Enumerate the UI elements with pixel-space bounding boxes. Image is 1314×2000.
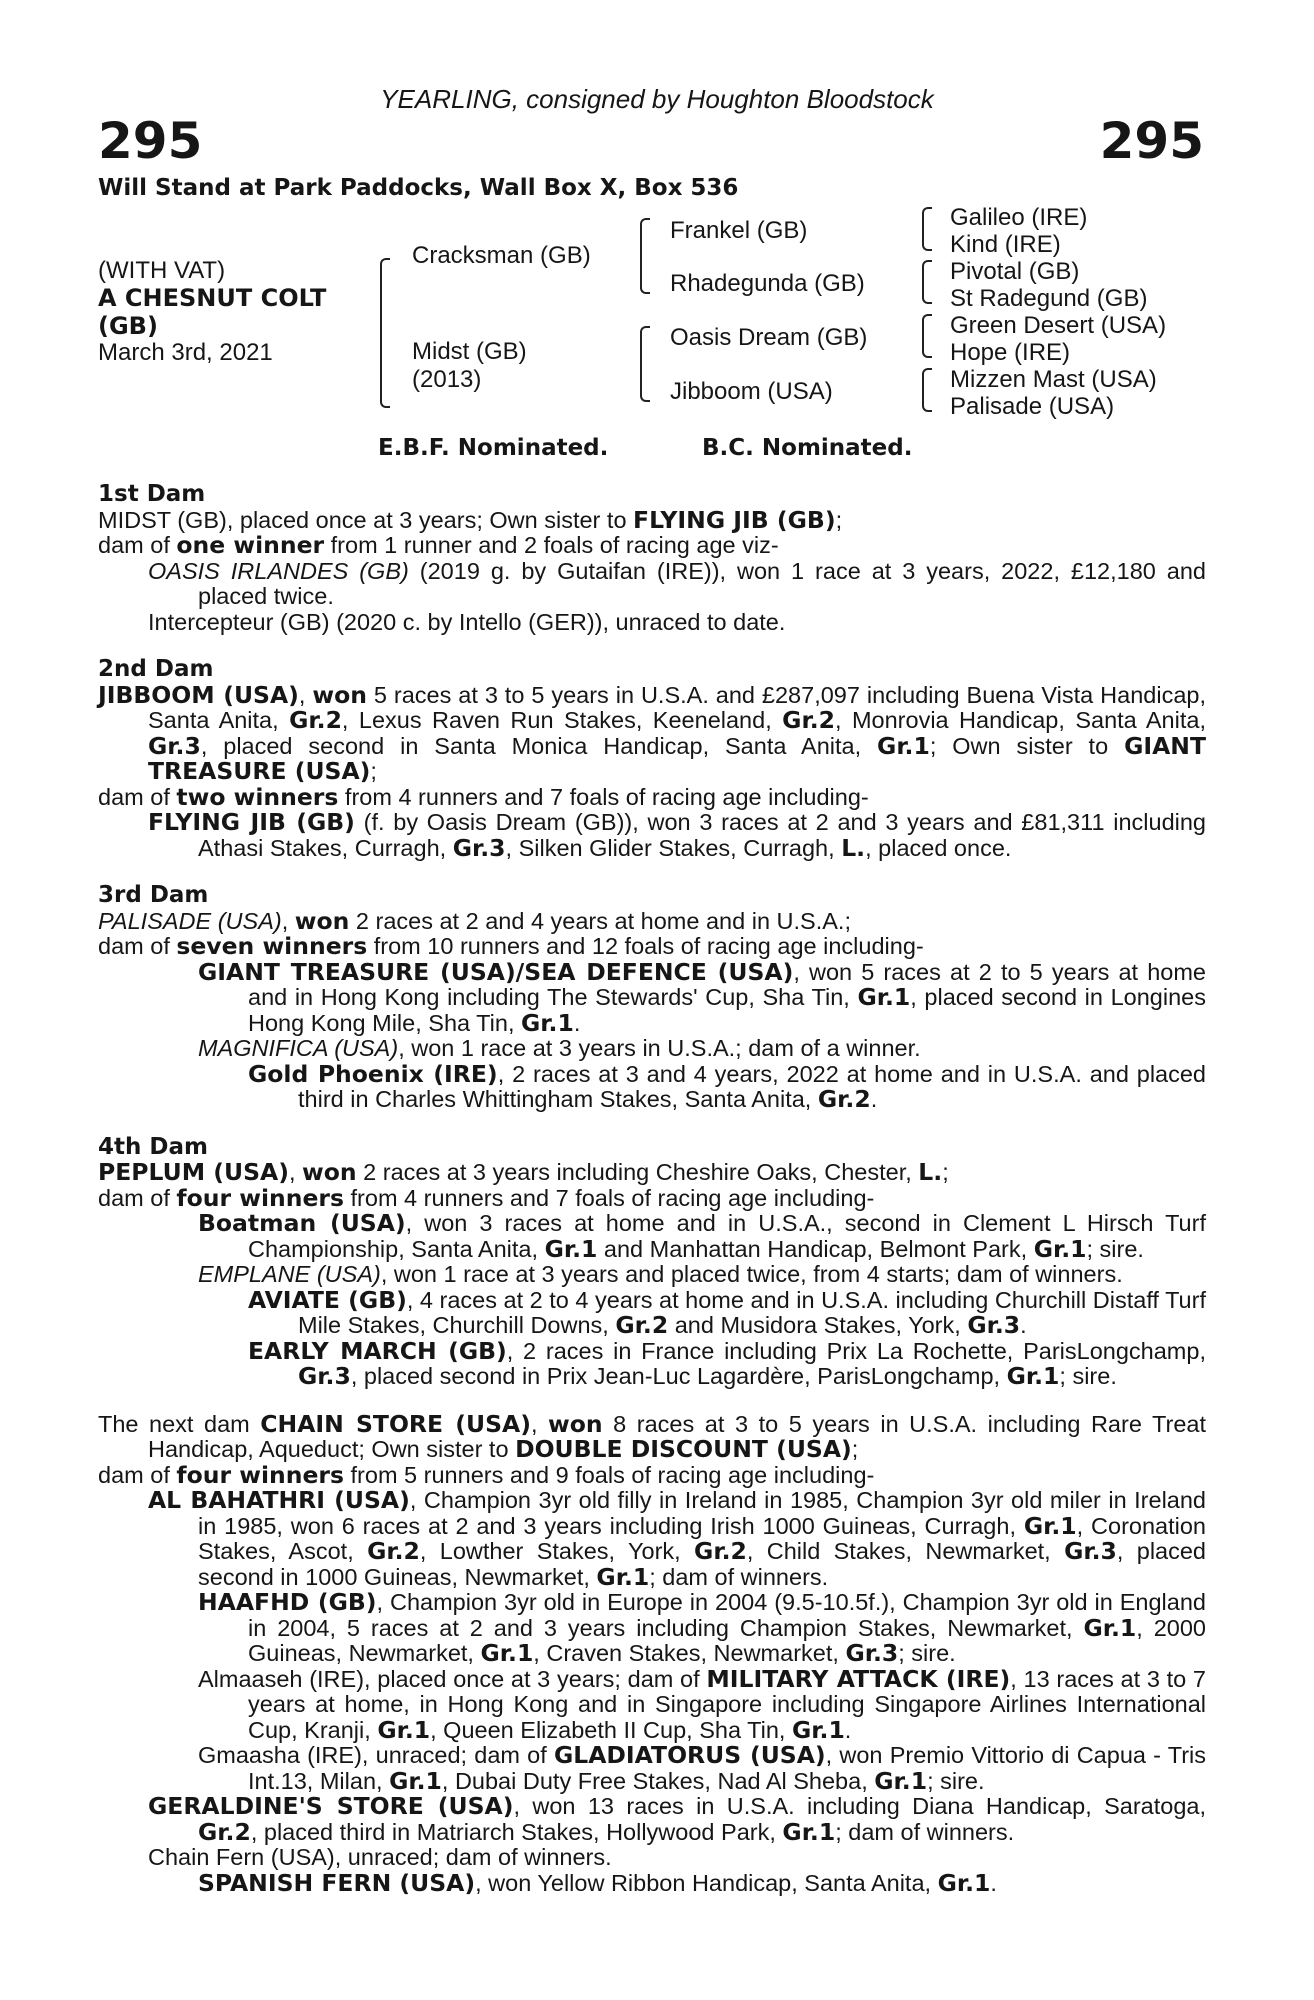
- dam5-grandfoal-2: Almaaseh (IRE), placed once at 3 years; dam of MILITARY ATTACK (IRE), 13 races at 3 to 7 years at home, in Hong Kong and in Singapore including Singapore Airlines International Cup, Kranji, Gr.1, Queen Elizabeth II Cup, Sha Tin, Gr.1.: [198, 1664, 1206, 1744]
- dam5-foal-2: GERALDINE'S STORE (USA), won 13 races in U.S.A. including Diana Handicap, Saratoga, Gr.2, placed third in Matriarch Stakes, Hollywood Park, Gr.1; dam of winners.: [148, 1792, 1206, 1846]
- brace-ds: [922, 314, 932, 358]
- dam2-foal-1: FLYING JIB (GB) (f. by Oasis Dream (GB)), won 3 races at 2 and 3 years and £81,311 including Athasi Stakes, Curragh, Gr.3, Silken Glider Stakes, Curragh, L., placed once.: [148, 808, 1206, 862]
- gg-6: Hope (IRE): [950, 339, 1071, 366]
- dam5-grandfoal-1: HAAFHD (GB), Champion 3yr old in Europe in 2004 (9.5-10.5f.), Champion 3yr old in England in 2004, 5 races at 2 and 3 years including Champion Stakes, Newmarket, Gr.1, 2000 Guineas, Newmarket, Gr.1, Craven Stakes, Newmarket, Gr.3; sire.: [198, 1588, 1206, 1667]
- dam-dam: Jibboom (USA): [670, 378, 833, 405]
- dam2-produce: dam of two winners from 4 runners and 7 foals of racing age including-: [98, 782, 869, 811]
- brace-sire: [640, 218, 650, 294]
- catalogue-body: [98, 482, 1206, 1896]
- sire-sire: Frankel (GB): [670, 217, 808, 244]
- sire: Cracksman (GB): [412, 242, 591, 269]
- section-heading-1st-dam: 1st Dam: [98, 481, 206, 507]
- dam4-grandfoal-2: EARLY MARCH (GB), 2 races in France including Prix La Rochette, ParisLongchamp, Gr.3, placed second in Prix Jean-Luc Lagardère, ParisLongchamp, Gr.1; sire.: [248, 1336, 1206, 1390]
- brace-sd: [922, 260, 932, 304]
- brace-dd: [922, 368, 932, 412]
- dam5-grandfoal-3: Gmaasha (IRE), unraced; dam of GLADIATORUS (USA), won Premio Vittorio di Capua - Tris Int.13, Milan, Gr.1, Dubai Duty Free Stakes, Nad Al Sheba, Gr.1; sire.: [198, 1741, 1207, 1795]
- sire-dam: Rhadegunda (GB): [670, 270, 865, 297]
- dam1-record: MIDST (GB), placed once at 3 years; Own sister to FLYING JIB (GB);: [98, 505, 843, 534]
- dam5-foal-1: AL BAHATHRI (USA), Champion 3yr old filly in Ireland in 1985, Champion 3yr old miler in Ireland in 1985, won 6 races at 2 and 3 years including Irish 1000 Guineas, Curragh, Gr.1, Coronation Stakes, Ascot, Gr.2, Lowther Stakes, York, Gr.2, Child Stakes, Newmarket, Gr.3, placed second in 1000 Guineas, Newmarket, Gr.1; dam of winners.: [148, 1486, 1207, 1591]
- dam4-record: PEPLUM (USA), won 2 races at 3 years including Cheshire Oaks, Chester, L.;: [98, 1158, 949, 1186]
- foaling-date: March 3rd, 2021: [98, 339, 273, 366]
- horse-origin: (GB): [98, 312, 158, 340]
- gg-2: Kind (IRE): [950, 231, 1061, 258]
- dam5-produce: dam of four winners from 5 runners and 9 foals of racing age including-: [98, 1460, 875, 1489]
- gg-8: Palisade (USA): [950, 393, 1115, 420]
- dam4-foal-2: EMPLANE (USA), won 1 race at 3 years and placed twice, from 4 starts; dam of winners.: [198, 1261, 1123, 1287]
- stand-location: Will Stand at Park Paddocks, Wall Box X, Box 536: [98, 175, 739, 201]
- dam3-produce: dam of seven winners from 10 runners and 12 foals of racing age including-: [98, 932, 924, 960]
- consignor-line: YEARLING, consigned by Houghton Bloodstock: [380, 84, 934, 114]
- gg-5: Green Desert (USA): [950, 312, 1167, 339]
- dam: Midst (GB): [412, 338, 527, 365]
- gg-1: Galileo (IRE): [950, 204, 1088, 231]
- dam4-foal-1: Boatman (USA), won 3 races at home and in U.S.A., second in Clement L Hirsch Turf Championship, Santa Anita, Gr.1 and Manhattan Handicap, Belmont Park, Gr.1; sire.: [198, 1209, 1206, 1263]
- dam5-foal-3: Chain Fern (USA), unraced; dam of winners.: [148, 1844, 612, 1870]
- dam4-produce: dam of four winners from 4 runners and 7 foals of racing age including-: [98, 1183, 875, 1212]
- lot-number-right: 295: [1099, 112, 1204, 170]
- dam1-foal-1: OASIS IRLANDES (GB) (2019 g. by Gutaifan (IRE)), won 1 race at 3 years, 2022, £12,180 and placed twice.: [148, 557, 1206, 609]
- gg-7: Mizzen Mast (USA): [950, 366, 1157, 393]
- section-heading-3rd-dam: 3rd Dam: [98, 882, 209, 908]
- gg-4: St Radegund (GB): [950, 285, 1148, 312]
- dam5-grandfoal-4: SPANISH FERN (USA), won Yellow Ribbon Handicap, Santa Anita, Gr.1.: [198, 1868, 997, 1897]
- dam5-record: The next dam CHAIN STORE (USA), won 8 races at 3 to 5 years in U.S.A. including Rare Treat Handicap, Aqueduct; Own sister to DOUBLE DISCOUNT (USA);: [98, 1409, 1206, 1463]
- dam3-grandfoal-1: Gold Phoenix (IRE), 2 races at 3 and 4 years, 2022 at home and in U.S.A. and placed third in Charles Whittingham Stakes, Santa Anita, Gr.2.: [248, 1059, 1207, 1113]
- lot-number-left: 295: [98, 112, 203, 170]
- brace-ss: [922, 207, 932, 251]
- dam3-foal-1: GIANT TREASURE (USA)/SEA DEFENCE (USA), won 5 races at 2 to 5 years at home and in Hong Kong including The Stewards' Cup, Sha Tin, Gr.1, placed second in Longines Hong Kong Mile, Sha Tin, Gr.1.: [198, 957, 1206, 1037]
- dam3-record: PALISADE (USA), won 2 races at 2 and 4 years at home and in U.S.A.;: [98, 906, 851, 935]
- dam-year: (2013): [412, 366, 482, 393]
- vat-note: (WITH VAT): [98, 257, 226, 284]
- gg-3: Pivotal (GB): [950, 258, 1080, 285]
- dam2-record: JIBBOOM (USA), won 5 races at 3 to 5 years in U.S.A. and £287,097 including Buena Vista Handicap, Santa Anita, Gr.2, Lexus Raven Run Stakes, Keeneland, Gr.2, Monrovia Handicap, Santa Anita, Gr.3, placed second in Santa Monica Handicap, Santa Anita, Gr.1; Own sister to GIANT TREASURE (USA);: [98, 680, 1206, 785]
- dam-sire: Oasis Dream (GB): [670, 324, 868, 351]
- bc-nomination: B.C. Nominated.: [702, 435, 913, 461]
- dam1-foal-2: Intercepteur (GB) (2020 c. by Intello (GER)), unraced to date.: [148, 608, 786, 635]
- brace-gen1: [380, 258, 390, 408]
- section-heading-4th-dam: 4th Dam: [98, 1133, 208, 1160]
- spacer: [98, 1390, 1206, 1412]
- section-heading-2nd-dam: 2nd Dam: [98, 656, 214, 682]
- dam4-grandfoal-1: AVIATE (GB), 4 races at 2 to 4 years at home and in U.S.A. including Churchill Distaff Turf Mile Stakes, Churchill Downs, Gr.2 and Musidora Stakes, York, Gr.3.: [248, 1285, 1206, 1339]
- ebf-nomination: E.B.F. Nominated.: [378, 435, 609, 461]
- dam3-foal-2: MAGNIFICA (USA), won 1 race at 3 years in U.S.A.; dam of a winner.: [198, 1035, 921, 1061]
- dam1-produce: dam of one winner from 1 runner and 2 foals of racing age viz-: [98, 531, 779, 559]
- brace-dam: [640, 326, 650, 402]
- horse-name: A CHESNUT COLT: [98, 284, 327, 312]
